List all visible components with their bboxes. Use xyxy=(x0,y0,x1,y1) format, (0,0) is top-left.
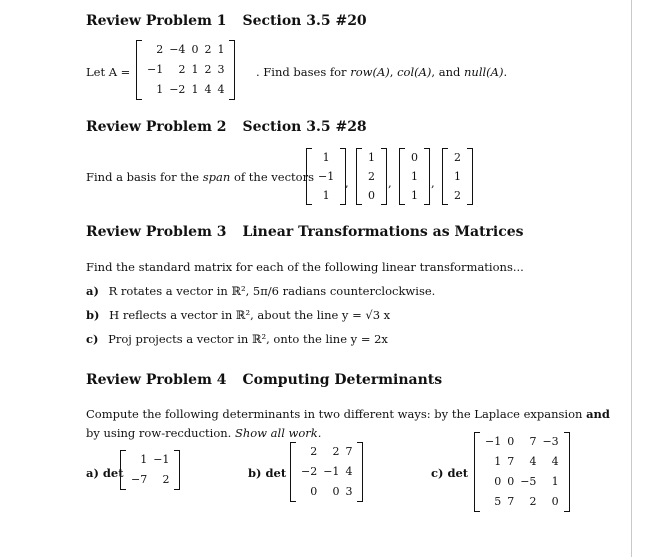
problem-1-heading xyxy=(86,13,367,29)
det-b-label: b) det xyxy=(248,466,287,480)
matrix-a-entry: −2 xyxy=(169,83,186,96)
part-c-label: c) xyxy=(86,332,99,346)
problem-3-intro: Find the standard matrix for each of the following linear transformations... xyxy=(86,260,524,274)
matrix-det-c xyxy=(474,432,570,512)
part-b-label: b) xyxy=(86,308,100,322)
det-c-entry: 0 xyxy=(494,475,502,488)
vector-1-entry: 1 xyxy=(322,189,330,202)
det-a-row xyxy=(128,470,172,490)
problem-1-instruction xyxy=(256,65,507,79)
det-c-entry: 4 xyxy=(551,455,559,468)
det-c-entry: 0 xyxy=(507,435,515,448)
vector-3-entry: 1 xyxy=(411,189,418,202)
det-c-entry: 2 xyxy=(529,495,537,508)
problem-4-title: Review Problem 4 xyxy=(86,372,227,388)
vector-separator: , xyxy=(431,176,435,190)
span-term: span xyxy=(202,170,231,184)
det-c-entry: 7 xyxy=(507,455,515,468)
det-b-entry: 2 xyxy=(332,445,340,458)
det-c-label: c) det xyxy=(431,466,469,480)
matrix-a-entry: 3 xyxy=(217,63,225,76)
problem-3-title: Review Problem 3 xyxy=(86,224,227,240)
vector-1-row xyxy=(314,148,338,167)
problem-2-text-end: of the vectors xyxy=(230,170,314,184)
vector-separator: , xyxy=(345,176,349,190)
vector-1-entry: 1 xyxy=(322,151,330,164)
intro-text: Compute the following determinants in two different ways: by the Laplace expansion xyxy=(86,407,587,421)
det-c-entry: 4 xyxy=(529,455,537,468)
det-b-entry: 7 xyxy=(345,445,353,458)
problem-2-section: Section 3.5 #28 xyxy=(242,119,367,135)
vector-1-row xyxy=(314,186,338,205)
vector-3-row xyxy=(407,148,422,167)
det-c-entry: 7 xyxy=(529,435,537,448)
det-b-row xyxy=(298,462,355,482)
intro-and: and xyxy=(586,407,610,421)
vector-3 xyxy=(399,148,430,205)
det-c-entry: −5 xyxy=(520,475,537,488)
vector-2-row xyxy=(364,167,379,186)
part-b-text: H reflects a vector in ℝ², about the line y = √3 x xyxy=(109,308,391,322)
problem-3-section: Linear Transformations as Matrices xyxy=(242,224,524,240)
vector-3-entry: 0 xyxy=(411,151,418,164)
det-b-entry: 4 xyxy=(345,465,353,478)
problem-2-text xyxy=(86,170,314,184)
det-b-entry: 2 xyxy=(310,445,318,458)
row-space-term: row(A) xyxy=(350,65,390,79)
det-c-row xyxy=(482,432,562,452)
matrix-det-a xyxy=(120,450,180,490)
det-c-entry: 7 xyxy=(507,495,515,508)
matrix-a-entry: 2 xyxy=(204,43,212,56)
vector-3-row xyxy=(407,167,422,186)
problem-2-text-start: Find a basis for the xyxy=(86,170,203,184)
problem-4-intro-line-1 xyxy=(86,407,610,421)
vector-2-entry: 0 xyxy=(368,189,375,202)
det-b-entry: 0 xyxy=(332,485,340,498)
problem-3-part-a xyxy=(86,284,435,298)
matrix-a-entry: 1 xyxy=(191,63,199,76)
matrix-a xyxy=(136,40,235,100)
matrix-a-row xyxy=(144,40,227,60)
instruction-text: . Find bases for xyxy=(256,65,351,79)
matrix-a-entry: −4 xyxy=(169,43,186,56)
part-c-text: Proj projects a vector in ℝ², onto the line y = 2x xyxy=(108,332,388,346)
matrix-a-entry: 2 xyxy=(178,63,186,76)
comma: , xyxy=(389,65,398,79)
det-b-entry: −1 xyxy=(323,465,340,478)
vector-4 xyxy=(442,148,473,205)
show-all-work: Show all work. xyxy=(234,426,322,440)
problem-4-intro-line-2 xyxy=(86,426,321,440)
matrix-a-table xyxy=(144,40,227,100)
problem-1-title: Review Problem 1 xyxy=(86,13,227,29)
vector-1 xyxy=(306,148,346,205)
matrix-a-entry: 1 xyxy=(217,43,225,56)
det-b-row xyxy=(298,442,355,462)
det-b-entry: 0 xyxy=(310,485,318,498)
matrix-a-row xyxy=(144,80,227,100)
matrix-a-entry: 2 xyxy=(156,43,164,56)
det-a-entry: −1 xyxy=(153,453,170,466)
det-c-entry: 1 xyxy=(494,455,502,468)
matrix-a-entry: 1 xyxy=(156,83,164,96)
matrix-det-b xyxy=(290,442,363,502)
vector-4-row xyxy=(450,167,465,186)
det-b-entry: −2 xyxy=(301,465,318,478)
problem-4-section: Computing Determinants xyxy=(242,372,443,388)
vector-2-row xyxy=(364,148,379,167)
problem-2-heading xyxy=(86,119,367,135)
vector-4-entry: 1 xyxy=(454,170,461,183)
vector-2 xyxy=(356,148,387,205)
problem-2-title: Review Problem 2 xyxy=(86,119,227,135)
vector-3-row xyxy=(407,186,422,205)
period: . xyxy=(503,65,508,79)
det-c-row xyxy=(482,492,562,512)
problem-3-part-b xyxy=(86,308,390,322)
problem-4-heading xyxy=(86,372,442,388)
part-a-text: R rotates a vector in ℝ², 5π/6 radians counterclockwise. xyxy=(108,284,436,298)
det-c-entry: 0 xyxy=(551,495,559,508)
det-a-row xyxy=(128,450,172,470)
matrix-a-entry: 4 xyxy=(217,83,225,96)
vector-1-row xyxy=(314,167,338,186)
intro-text-2: by using row-recduction. xyxy=(86,426,235,440)
det-c-entry: −1 xyxy=(485,435,502,448)
det-c-entry: 1 xyxy=(551,475,559,488)
det-a-entry: 1 xyxy=(140,453,148,466)
vector-4-row xyxy=(450,148,465,167)
det-a-label: a) det xyxy=(86,466,124,480)
problem-1-let-label: Let A = xyxy=(86,65,131,79)
vector-separator: , xyxy=(388,176,392,190)
matrix-a-entry: 1 xyxy=(191,83,199,96)
problem-1-section: Section 3.5 #20 xyxy=(242,13,367,29)
det-c-row xyxy=(482,472,562,492)
vector-2-row xyxy=(364,186,379,205)
page-edge-line xyxy=(631,0,632,557)
det-a-entry: −7 xyxy=(131,473,148,486)
vector-2-entry: 1 xyxy=(368,151,375,164)
det-c-entry: −3 xyxy=(542,435,559,448)
vector-4-row xyxy=(450,186,465,205)
problem-3-heading xyxy=(86,224,524,240)
vector-4-entry: 2 xyxy=(454,151,461,164)
matrix-a-row xyxy=(144,60,227,80)
vector-3-entry: 1 xyxy=(411,170,418,183)
part-a-label: a) xyxy=(86,284,99,298)
col-space-term: col(A) xyxy=(397,65,432,79)
matrix-a-entry: 2 xyxy=(204,63,212,76)
vector-2-entry: 2 xyxy=(368,170,375,183)
matrix-a-entry: −1 xyxy=(147,63,164,76)
problem-3-part-c xyxy=(86,332,388,346)
and-text: , and xyxy=(431,65,464,79)
det-c-entry: 0 xyxy=(507,475,515,488)
matrix-a-entry: 4 xyxy=(204,83,212,96)
det-c-row xyxy=(482,452,562,472)
matrix-a-entry: 0 xyxy=(191,43,199,56)
det-c-entry: 5 xyxy=(494,495,502,508)
det-a-entry: 2 xyxy=(162,473,170,486)
null-space-term: null(A) xyxy=(464,65,504,79)
det-b-entry: 3 xyxy=(345,485,353,498)
det-b-row xyxy=(298,482,355,502)
vector-1-entry: −1 xyxy=(318,170,335,183)
vector-4-entry: 2 xyxy=(454,189,461,202)
